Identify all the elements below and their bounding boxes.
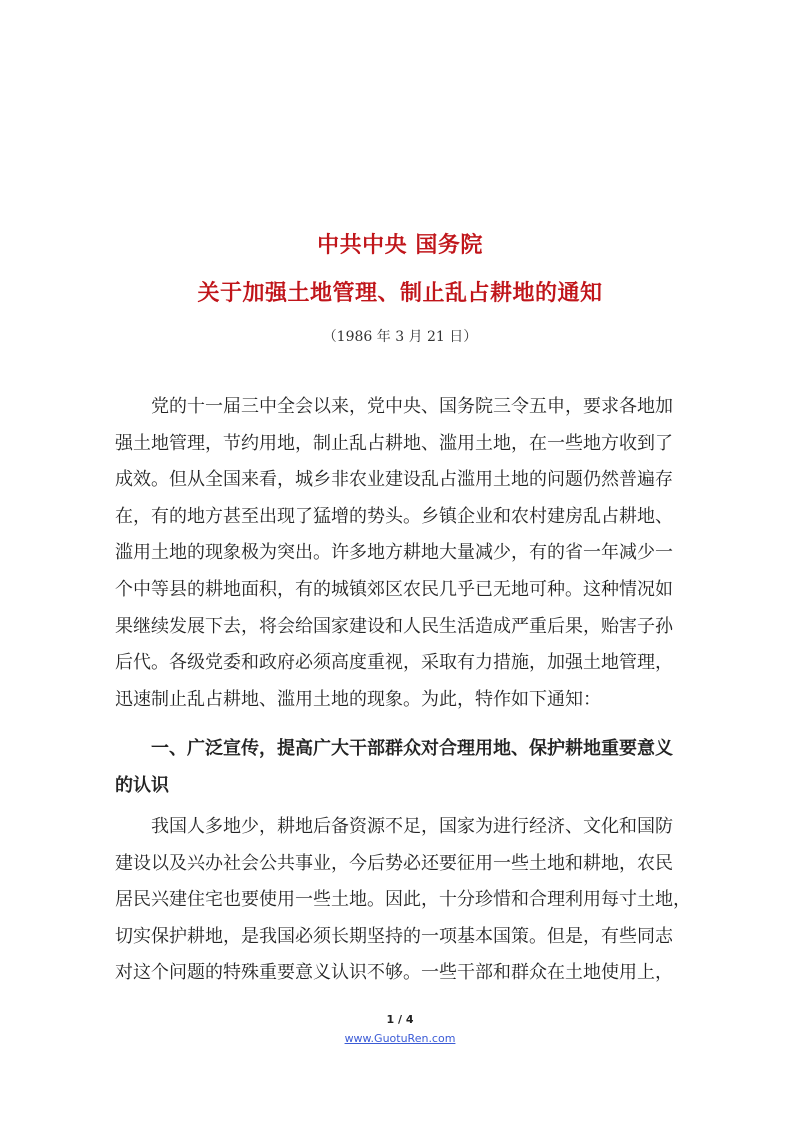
paragraph-line: 强土地管理，节约用地，制止乱占耕地、滥用土地，在一些地方收到了 [115, 432, 673, 454]
paragraph-line: 滥用土地的现象极为突出。许多地方耕地大量减少，有的省一年减少一 [115, 542, 673, 564]
page-indicator: 1 / 4 [386, 1013, 414, 1026]
paragraph-line: 个中等县的耕地面积，有的城镇郊区农民几乎已无地可种。这种情况如 [115, 578, 673, 600]
paragraph-line: 在，有的地方甚至出现了猛增的势头。乡镇企业和农村建房乱占耕地、 [115, 505, 673, 527]
section-heading-1 [115, 731, 705, 804]
paragraph-section-1 [115, 809, 700, 992]
footer-website [0, 1031, 800, 1047]
paragraph-line: 对这个问题的特殊重要意义认识不够。一些干部和群众在土地使用上， [115, 962, 673, 984]
paragraph-line: 居民兴建住宅也要使用一些土地。因此，十分珍惜和合理利用每寸土地， [115, 889, 691, 911]
paragraph-intro [115, 389, 700, 718]
paragraph-line: 成效。但从全国来看，城乡非农业建设乱占滥用土地的问题仍然普遍存 [115, 469, 673, 491]
website-link[interactable]: www.GuotuRen.com [344, 1032, 456, 1045]
paragraph-line: 果继续发展下去，将会给国家建设和人民生活造成严重后果，贻害子孙 [115, 615, 673, 637]
paragraph-line: 迅速制止乱占耕地、滥用土地的现象。为此，特作如下通知： [115, 688, 601, 710]
heading-line: 一、广泛宣传，提高广大干部群众对合理用地、保护耕地重要意义 [151, 738, 673, 759]
paragraph-line: 我国人多地少，耕地后备资源不足，国家为进行经济、文化和国防 [151, 816, 673, 837]
paragraph-line: 后代。各级党委和政府必须高度重视，采取有力措施，加强土地管理， [115, 652, 673, 674]
heading-line: 的认识 [115, 774, 169, 796]
document-title-issuer: 中共中央 国务院 [317, 233, 483, 258]
paragraph-line: 建设以及兴办社会公共事业，今后势必还要征用一些土地和耕地，农民 [115, 852, 673, 874]
document-title: 关于加强土地管理、制止乱占耕地的通知 [197, 281, 603, 306]
paragraph-line: 党的十一届三中全会以来，党中央、国务院三令五申，要求各地加 [151, 396, 673, 417]
paragraph-line: 切实保护耕地，是我国必须长期坚持的一项基本国策。但是，有些同志 [115, 925, 673, 947]
document-date: （1986 年 3 月 21 日） [322, 329, 478, 345]
